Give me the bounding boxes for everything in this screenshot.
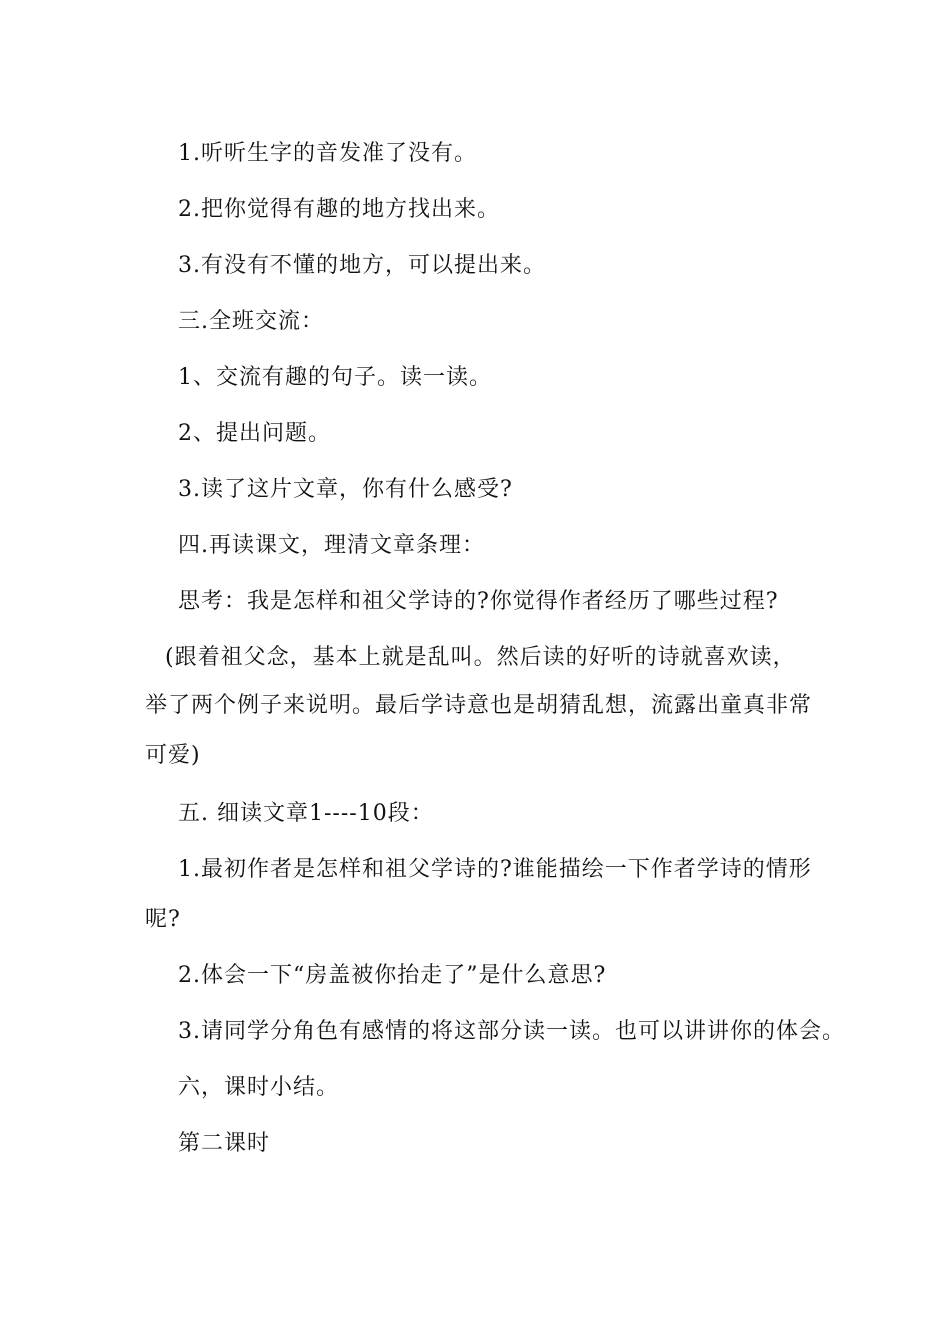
- section-heading: 五. 细读文章1----10段：: [178, 801, 434, 826]
- list-item: 1.最初作者是怎样和祖父学诗的?谁能描绘一下作者学诗的情形: [178, 857, 812, 882]
- paragraph-line: (跟着祖父念，基本上就是乱叫。然后读的好听的诗就喜欢读，: [165, 645, 796, 670]
- list-item: 2、提出问题。: [178, 421, 331, 446]
- list-item: 2.把你觉得有趣的地方找出来。: [178, 197, 500, 222]
- paragraph-line: 思考：我是怎样和祖父学诗的?你觉得作者经历了哪些过程?: [178, 589, 779, 614]
- paragraph-line: 呢?: [145, 907, 181, 932]
- paragraph-line: 举了两个例子来说明。最后学诗意也是胡猜乱想，流露出童真非常: [145, 693, 813, 718]
- list-item: 3.读了这片文章，你有什么感受?: [178, 477, 513, 502]
- list-item: 3.请同学分角色有感情的将这部分读一读。也可以讲讲你的体会。: [178, 1019, 845, 1044]
- section-heading: 三.全班交流：: [178, 309, 324, 334]
- list-item: 2.体会一下“房盖被你抬走了”是什么意思?: [178, 963, 607, 988]
- section-heading: 六，课时小结。: [178, 1075, 340, 1100]
- section-heading: 第二课时: [178, 1131, 271, 1156]
- list-item: 3.有没有不懂的地方，可以提出来。: [178, 253, 546, 278]
- list-item: 1.听听生字的音发准了没有。: [178, 141, 477, 166]
- section-heading: 四.再读课文，理清文章条理：: [178, 533, 485, 558]
- paragraph-line: 可爱): [145, 743, 201, 768]
- list-item: 1、交流有趣的句子。读一读。: [178, 365, 492, 390]
